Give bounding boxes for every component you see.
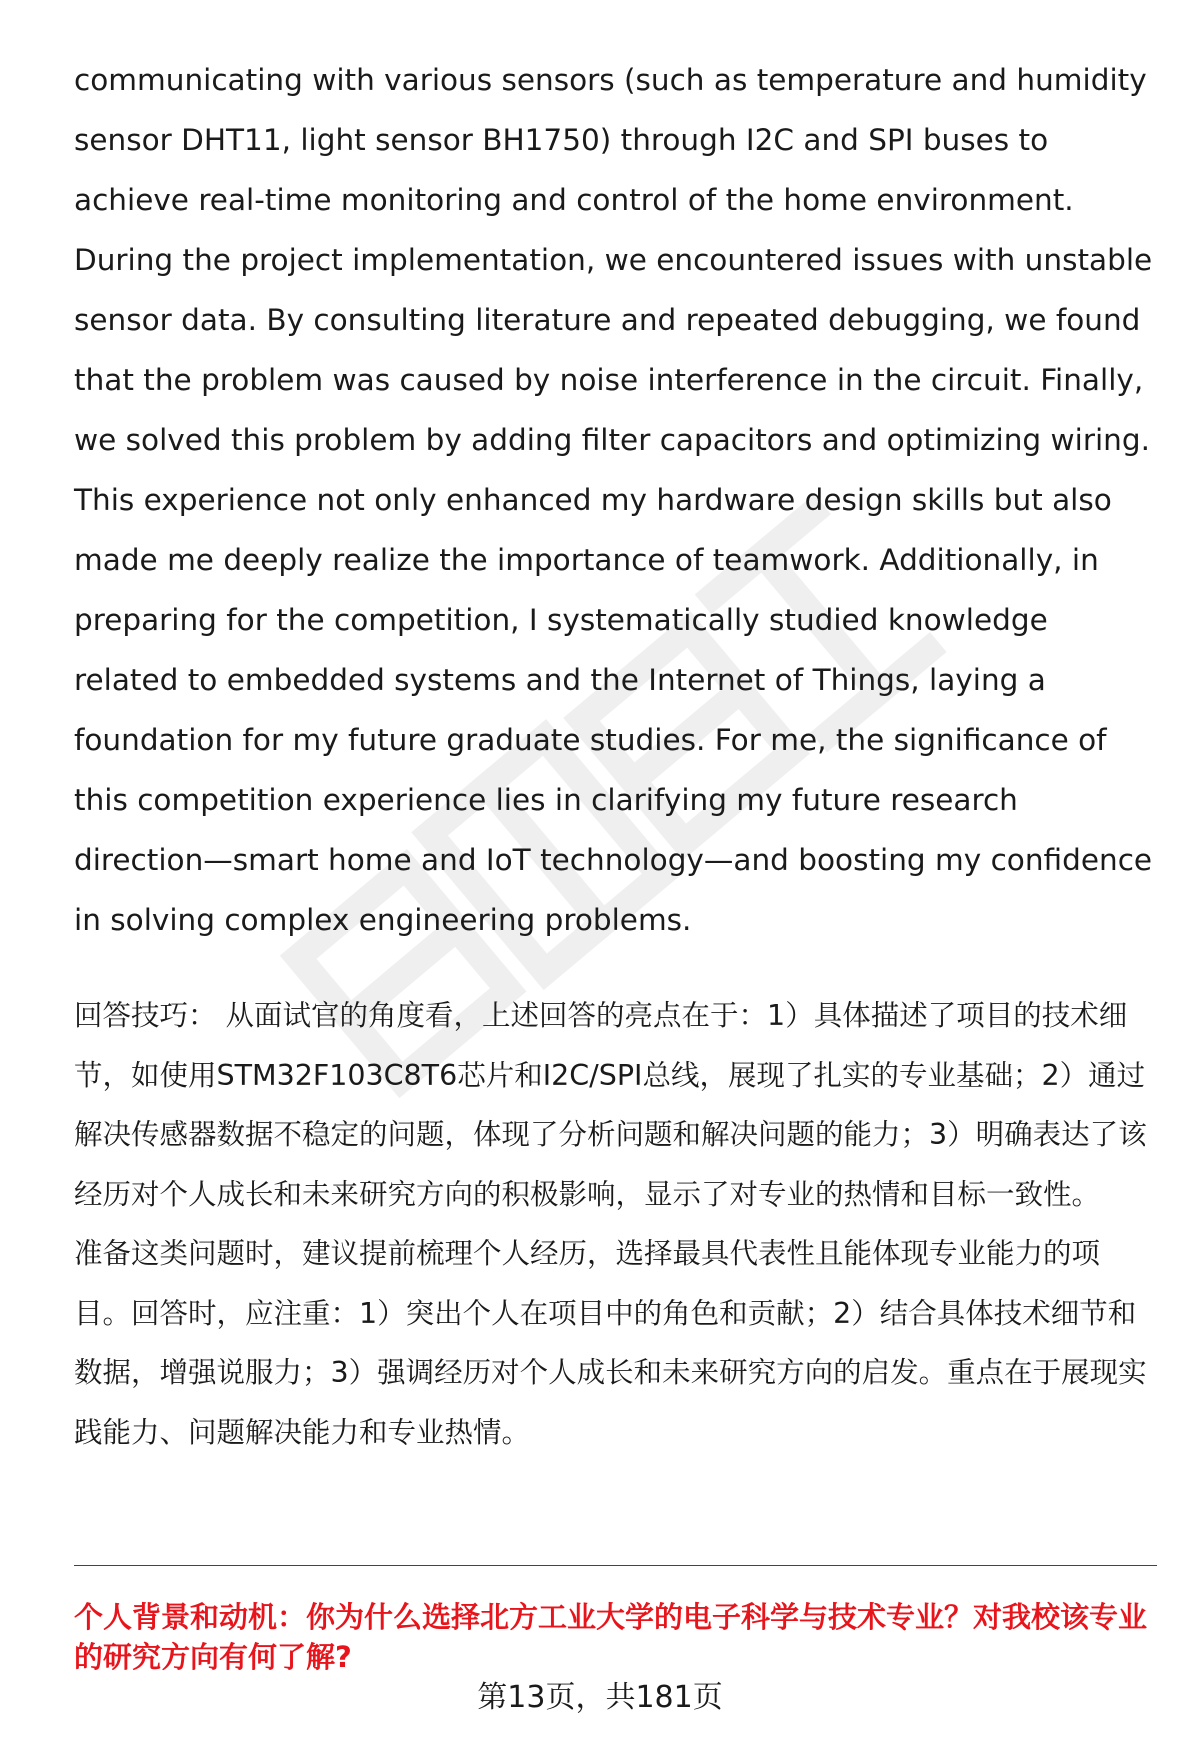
answer-paragraph-english: communicating with various sensors (such as temperature and humidity sensor DHT11, light sensor BH1750) through I2C and SPI buses to achieve real-time monitoring and control of the home environment. During the project implementation, we encountered issues with unstable sensor data. By consulting literature and repeated debugging, we found that the problem was caused by noise interference in the circuit. Finally, we solved this problem by adding filter capacitors and optimizing wiring. This experience not only enhanced my hardware design skills but also made me deeply realize the importance of teamwork. Additionally, in preparing for the competition, I systematically studied knowledge related to embedded systems and the Internet of Things, laying a foundation for my future graduate studies. For me, the significance of this competition experience lies in clarifying my future research direction—smart home and IoT technology—and boosting my confidence in solving complex engineering problems. — [74, 63, 1153, 937]
next-question-heading: 个人背景和动机：你为什么选择北方工业大学的电子科学与技术专业？对我校该专业的研究方向有何了解? — [74, 1600, 1148, 1674]
page-number-footer: 第13页，共181页 — [477, 1680, 723, 1715]
preparation-advice-paragraph: 准备这类问题时，建议提前梳理个人经历，选择最具代表性且能体现专业能力的项目。回答时，应注重：1）突出个人在项目中的角色和贡献；2）结合具体技术细节和数据，增强说服力；3）强调经历对个人成长和未来研究方向的启发。重点在于展现实践能力、问题解决能力和专业热情。 — [74, 1237, 1147, 1449]
page-content — [74, 50, 1154, 1462]
section-divider — [74, 1565, 1157, 1566]
tips-section — [74, 986, 1154, 1462]
answer-tips-paragraph: 回答技巧： 从面试官的角度看，上述回答的亮点在于：1）具体描述了项目的技术细节，如使用STM32F103C8T6芯片和I2C/SPI总线，展现了扎实的专业基础；2）通过解决传感器数据不稳定的问题，体现了分析问题和解决问题的能力；3）明确表达了该经历对个人成长和未来研究方向的积极影响，显示了对专业的热情和目标一致性。 — [74, 999, 1147, 1211]
